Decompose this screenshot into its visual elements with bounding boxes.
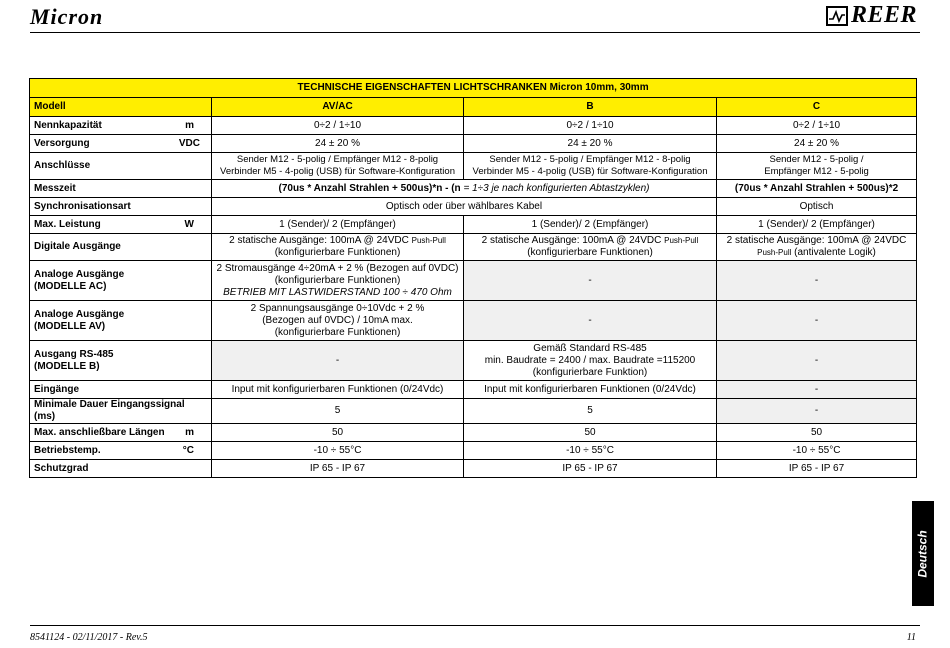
document-reference: 8541124 - 02/11/2017 - Rev.5 [30, 632, 148, 643]
table-row [30, 381, 917, 399]
row-label: Minimale Dauer Eingangssignal (ms) [30, 399, 212, 424]
cell-line: (konfigurierbare Funktionen) [274, 274, 401, 286]
row-unit: VDC [178, 137, 200, 149]
row-label: Eingänge [30, 381, 212, 399]
cell-c: 1 (Sender)/ 2 (Empfänger) [717, 216, 917, 234]
cell-line: Verbinder M5 - 4-polig (USB) für Software-Konfiguration [472, 166, 708, 177]
row-label-line: Analoge Ausgänge [34, 268, 125, 280]
cell-av: 1 (Sender)/ 2 (Empfänger) [212, 216, 464, 234]
table-row [30, 216, 917, 234]
row-label-line: (MODELLE B) [34, 360, 100, 372]
cell-c: 0÷2 / 1÷10 [717, 117, 917, 135]
language-tab-label: Deutsch [916, 529, 930, 578]
cell-b [464, 341, 717, 381]
table-title: TECHNISCHE EIGENSCHAFTEN LICHTSCHRANKEN Micron 10mm, 30mm [30, 79, 917, 98]
row-label-line: Ausgang RS-485 [34, 348, 114, 360]
cell-av: Input mit konfigurierbaren Funktionen (0/24Vdc) [212, 381, 464, 399]
table-row [30, 301, 917, 341]
header-divider [30, 32, 920, 33]
cell-b [464, 153, 717, 180]
cell-b: 50 [464, 424, 717, 442]
cell-line: BETRIEB MIT LASTWIDERSTAND 100 ÷ 470 Ohm [223, 286, 452, 298]
row-label [30, 135, 212, 153]
table-row [30, 460, 917, 478]
cell-line: 2 Spannungsausgänge 0÷10Vdc + 2 % [250, 302, 425, 314]
table-header-row [30, 98, 917, 117]
cell-b: 24 ± 20 % [464, 135, 717, 153]
cell-c: - [717, 301, 917, 341]
cell-c: -10 ÷ 55°C [717, 442, 917, 460]
row-label [30, 301, 212, 341]
cell-av-b [212, 180, 717, 198]
cell-b: 1 (Sender)/ 2 (Empfänger) [464, 216, 717, 234]
table-row [30, 180, 917, 198]
row-unit: W [184, 218, 194, 230]
cell-line: 2 Stromausgänge 4÷20mA + 2 % (Bezogen auf 0VDC) [216, 262, 459, 274]
cell-c: - [717, 261, 917, 301]
cell-av [212, 234, 464, 261]
row-unit: m [185, 119, 194, 131]
cell-c [717, 234, 917, 261]
cell-c: Optisch [717, 198, 917, 216]
cell-av [212, 301, 464, 341]
table-row [30, 153, 917, 180]
table-row [30, 341, 917, 381]
cell-line: Empfänger M12 - 5-polig [764, 166, 869, 177]
messzeit-formula: (70us * Anzahl Strahlen + 500us)*n - (n [278, 182, 461, 194]
cell-line: (konfigurierbare Funktion) [532, 366, 648, 378]
cell-line: (konfigurierbare Funktionen) [274, 326, 401, 338]
cell-text: 2 statische Ausgänge: 100mA @ 24VDC [481, 235, 665, 246]
reer-logo-icon [826, 6, 848, 26]
cell-b: Input mit konfigurierbaren Funktionen (0/24Vdc) [464, 381, 717, 399]
cell-av: 24 ± 20 % [212, 135, 464, 153]
row-label [30, 117, 212, 135]
cell-av: 0÷2 / 1÷10 [212, 117, 464, 135]
cell-c: - [717, 341, 917, 381]
table-row [30, 424, 917, 442]
cell-b: - [464, 261, 717, 301]
row-unit: °C [182, 444, 194, 456]
row-label [30, 216, 212, 234]
cell-c: - [717, 381, 917, 399]
cell-line [215, 235, 460, 247]
cell-c [717, 180, 917, 198]
row-label: Schutzgrad [30, 460, 212, 478]
row-label-line: Analoge Ausgänge [34, 308, 125, 320]
row-label-line: (MODELLE AC) [34, 280, 107, 292]
row-label-text: Betriebstemp. [34, 444, 101, 456]
table-row [30, 135, 917, 153]
row-label: Synchronisationsart [30, 198, 212, 216]
row-label-text: Nennkapazität [34, 119, 102, 131]
col-header-av-ac: AV/AC [212, 98, 464, 117]
cell-c: IP 65 - IP 67 [717, 460, 917, 478]
cell-av: - [212, 341, 464, 381]
row-label-text: Versorgung [34, 137, 90, 149]
col-header-c: C [717, 98, 917, 117]
cell-line: Gemäß Standard RS-485 [533, 342, 647, 354]
row-unit: m [185, 426, 194, 438]
cell-text: 2 statische Ausgänge: 100mA @ 24VDC [229, 235, 412, 246]
col-header-b: B [464, 98, 717, 117]
messzeit-note: = 1÷3 je nach konfigurierten Abtastzyklen) [460, 182, 650, 194]
table-row [30, 198, 917, 216]
cell-c [717, 153, 917, 180]
cell-b: 5 [464, 399, 717, 424]
cell-b: IP 65 - IP 67 [464, 460, 717, 478]
table-row [30, 261, 917, 301]
row-label [30, 424, 212, 442]
cell-c: 50 [717, 424, 917, 442]
cell-line [720, 247, 913, 259]
row-label [30, 341, 212, 381]
footer-divider [30, 625, 920, 626]
row-label: Messzeit [30, 180, 212, 198]
table-row [30, 234, 917, 261]
cell-line: (konfigurierbare Funktionen) [527, 247, 653, 258]
micron-logo: Micron [30, 4, 104, 29]
cell-line [467, 235, 713, 247]
cell-b [464, 234, 717, 261]
table-row [30, 399, 917, 424]
row-label [30, 442, 212, 460]
row-label: Digitale Ausgänge [30, 234, 212, 261]
cell-text: (antivalente Logik) [791, 247, 876, 258]
row-label [30, 261, 212, 301]
cell-line: Sender M12 - 5-polig / [769, 154, 864, 165]
cell-av-b: Optisch oder über wählbares Kabel [212, 198, 717, 216]
table-row [30, 117, 917, 135]
cell-c: 24 ± 20 % [717, 135, 917, 153]
cell-b: - [464, 301, 717, 341]
cell-av: IP 65 - IP 67 [212, 460, 464, 478]
row-label: Anschlüsse [30, 153, 212, 180]
cell-c: - [717, 399, 917, 424]
cell-av: -10 ÷ 55°C [212, 442, 464, 460]
cell-b: -10 ÷ 55°C [464, 442, 717, 460]
row-label-line: (MODELLE AV) [34, 320, 106, 332]
page-number: 11 [906, 632, 916, 643]
cell-text-small: Push-Pull [411, 236, 446, 245]
cell-av [212, 261, 464, 301]
messzeit-formula-c: (70us * Anzahl Strahlen + 500us)*2 [734, 182, 899, 194]
cell-line: 2 statische Ausgänge: 100mA @ 24VDC [726, 235, 907, 246]
cell-line: Sender M12 - 5-polig / Empfänger M12 - 8-polig [236, 154, 439, 165]
cell-av: 50 [212, 424, 464, 442]
cell-line: (Bezogen auf 0VDC) / 10mA max. [262, 314, 413, 326]
cell-line: Sender M12 - 5-polig / Empfänger M12 - 8-polig [489, 154, 691, 165]
spec-table [29, 78, 917, 478]
cell-line: (konfigurierbare Funktionen) [274, 247, 401, 258]
cell-text-small: Push-Pull [664, 236, 699, 245]
cell-b: 0÷2 / 1÷10 [464, 117, 717, 135]
cell-av [212, 153, 464, 180]
table-row [30, 442, 917, 460]
row-label-text: Max. Leistung [34, 218, 101, 230]
language-tab [912, 501, 934, 606]
col-header-modell: Modell [30, 98, 212, 117]
reer-logo [826, 2, 917, 29]
reer-logo-text: REER [850, 2, 917, 28]
cell-line: Verbinder M5 - 4-polig (USB) für Software-Konfiguration [220, 166, 455, 177]
cell-text-small: Push-Pull [757, 248, 792, 257]
row-label-text: Max. anschließbare Längen [34, 426, 165, 438]
cell-av: 5 [212, 399, 464, 424]
cell-line: min. Baudrate = 2400 / max. Baudrate =115200 [484, 354, 696, 366]
table-title-row [30, 79, 917, 98]
